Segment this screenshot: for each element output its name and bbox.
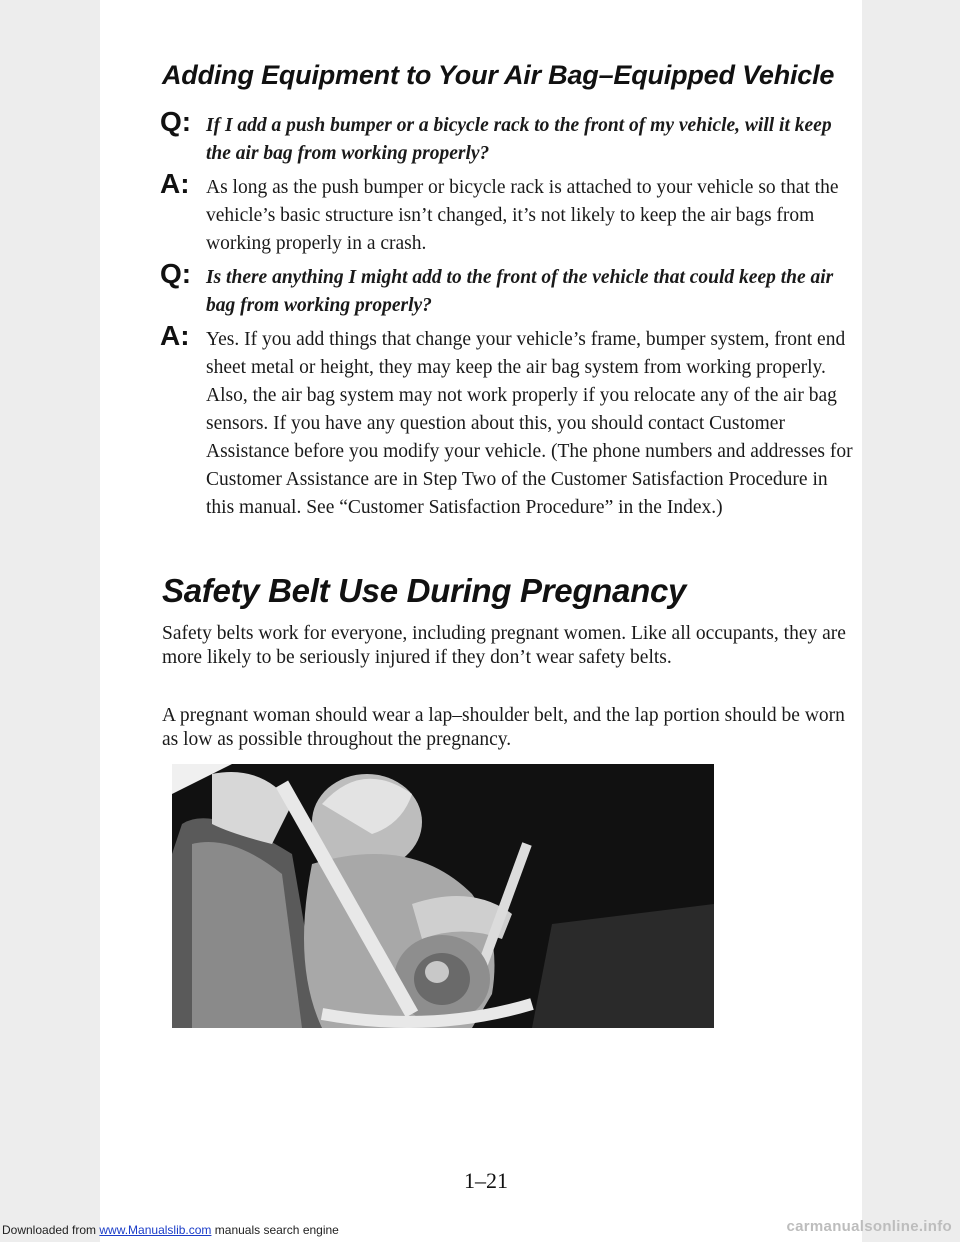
question-1-text: If I add a push bumper or a bicycle rack to the front of my vehicle, will it keep the air bag from working properly?: [206, 115, 832, 164]
manualslib-link[interactable]: www.Manualslib.com: [99, 1223, 212, 1237]
footer-suffix: manuals search engine: [211, 1223, 339, 1237]
answer-1-text: As long as the push bumper or bicycle rack is attached to your vehicle so that the vehicle’s basic structure isn’t changed, it’s not likely to keep the air bags from working properly in a crash.: [206, 177, 839, 254]
illustration-drawing: [172, 764, 714, 1028]
section-heading-airbag-equipment: Adding Equipment to Your Air Bag–Equipped Vehicle: [162, 60, 835, 90]
answer-2: [160, 320, 860, 522]
question-1: [160, 106, 860, 168]
question-2: [160, 258, 860, 320]
pregnant-woman-safety-belt-illustration: [172, 764, 714, 1028]
manual-page: [100, 0, 862, 1242]
footer-prefix: Downloaded from: [2, 1223, 100, 1237]
answer-2-text: Yes. If you add things that change your vehicle’s frame, bumper system, front end sheet metal or height, they may keep the air bag system from working properly. Also, the air bag system may not work properly if you relocate any of the air bag sensors. If you have any question about this, you should contact Customer Assistance before you modify your vehicle. (The phone numbers and addresses for Customer Assistance are in Step Two of the Customer Satisfaction Procedure in this manual. See “Customer Satisfaction Procedure” in the Index.): [206, 329, 853, 518]
answer-1: [160, 168, 860, 258]
paragraph-safety-belts-everyone: Safety belts work for everyone, including pregnant women. Like all occupants, they are more likely to be seriously injured if they don’t wear safety belts.: [162, 623, 846, 668]
watermark-text: carmanualsonline.info: [786, 1218, 952, 1235]
download-footer: [2, 1223, 339, 1237]
page-number: 1–21: [464, 1168, 508, 1193]
question-2-text: Is there anything I might add to the front of the vehicle that could keep the air bag from working properly?: [206, 267, 834, 316]
q-label: Q:: [160, 258, 192, 289]
a-label: A:: [160, 168, 190, 199]
a-label: A:: [160, 320, 190, 351]
q-label: Q:: [160, 106, 192, 137]
paragraph-lap-shoulder-belt: A pregnant woman should wear a lap–shoulder belt, and the lap portion should be worn as low as possible throughout the pregnancy.: [162, 705, 845, 750]
section-heading-pregnancy: Safety Belt Use During Pregnancy: [162, 572, 687, 609]
